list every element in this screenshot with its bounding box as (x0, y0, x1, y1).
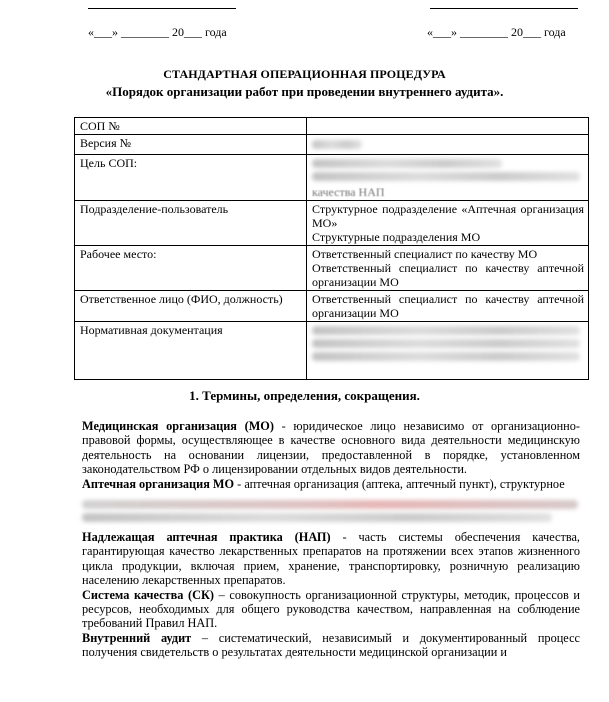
term-name: Медицинская организация (МО) (82, 419, 274, 433)
row-value-line: Структурное подразделение «Аптечная организация МО» (312, 202, 584, 230)
term-name: Аптечная организация МО (82, 476, 235, 491)
table-row (75, 118, 589, 135)
row-label: Подразделение-пользователь (75, 201, 307, 246)
row-value (307, 135, 589, 155)
term-definition: - юридическое лицо независимо от организационно-правовой формы, осуществляющее в качестве основного вида деятельности медицинскую деятельность на основании лицензии, предоставленной в порядке, установленном законодательством РФ о лицензировании отдельных видов деятельности. (82, 419, 580, 477)
redacted-text (82, 500, 578, 509)
row-label: Рабочее место: (75, 246, 307, 291)
date-right: «___» ________ 20___ года (427, 25, 566, 39)
term-name: Внутренний аудит (82, 630, 192, 645)
row-label: Цель СОП: (75, 155, 307, 201)
table-row (75, 291, 589, 322)
signature-line-left (88, 8, 236, 9)
signature-line-right (430, 8, 578, 9)
row-value-line: Ответственный специалист по качеству аптечной организации МО (312, 261, 584, 289)
redacted-text (312, 326, 580, 335)
row-label: СОП № (75, 118, 307, 135)
redacted-text (312, 339, 580, 348)
term-definition: – совокупность организационной структуры, методик, процессов и ресурсов, необходимых для общего руководства качеством, направленная на соблюдение требований Правил НАП. (82, 587, 580, 631)
term-name: Надлежащая аптечная практика (НАП) (82, 530, 331, 545)
row-value (307, 246, 589, 291)
redacted-text (312, 159, 502, 168)
redacted-text (312, 172, 580, 181)
term-paragraph (82, 588, 580, 631)
row-value (307, 155, 589, 201)
row-label: Версия № (75, 135, 307, 155)
term-definition: – систематический, независимый и документированный процесс получения свидетельств о результатах деятельности медицинской организации и (82, 630, 580, 660)
row-value (307, 201, 589, 246)
table-row (75, 201, 589, 246)
redacted-text (312, 352, 580, 361)
redacted-block (82, 491, 580, 522)
title-line-1: СТАНДАРТНАЯ ОПЕРАЦИОННАЯ ПРОЦЕДУРА (163, 67, 446, 81)
sop-table (74, 117, 589, 380)
row-value-line: Ответственный специалист по качеству МО (312, 247, 538, 261)
row-value-line: Ответственный специалист по качеству аптечной организации МО (312, 292, 584, 320)
redacted-text (312, 140, 362, 149)
row-label: Ответственное лицо (ФИО, должность) (75, 291, 307, 322)
document-title (0, 66, 609, 101)
table-row (75, 155, 589, 201)
term-paragraph (82, 419, 580, 477)
date-left: «___» ________ 20___ года (88, 25, 227, 39)
row-label: Нормативная документация (75, 322, 307, 380)
row-value (307, 118, 589, 135)
term-paragraph (82, 530, 580, 588)
table-row (75, 322, 589, 380)
table-row (75, 135, 589, 155)
table-row (75, 246, 589, 291)
term-name: Система качества (СК) (82, 587, 214, 602)
row-value-line: Структурные подразделения МО (312, 230, 481, 244)
term-paragraph (82, 631, 580, 660)
row-value (307, 291, 589, 322)
redacted-text (82, 513, 552, 522)
row-value (307, 322, 589, 380)
term-paragraph (82, 477, 580, 491)
terms-list (82, 419, 580, 660)
term-definition: - аптечная организация (аптека, аптечный пункт), структурное (234, 476, 565, 491)
row-value-line: качества НАП (312, 185, 385, 199)
section-heading: 1. Термины, определения, сокращения. (189, 388, 420, 403)
title-line-2: «Порядок организации работ при проведении внутреннего аудита». (105, 84, 504, 99)
term-definition: - часть системы обеспечения качества, гарантирующая качество лекарственных препаратов на протяжении всех этапов жизненного цикла продукции, включая прием, хранение, транспортировку, розничную реализацию населению лекарственных препаратов. (82, 530, 580, 588)
